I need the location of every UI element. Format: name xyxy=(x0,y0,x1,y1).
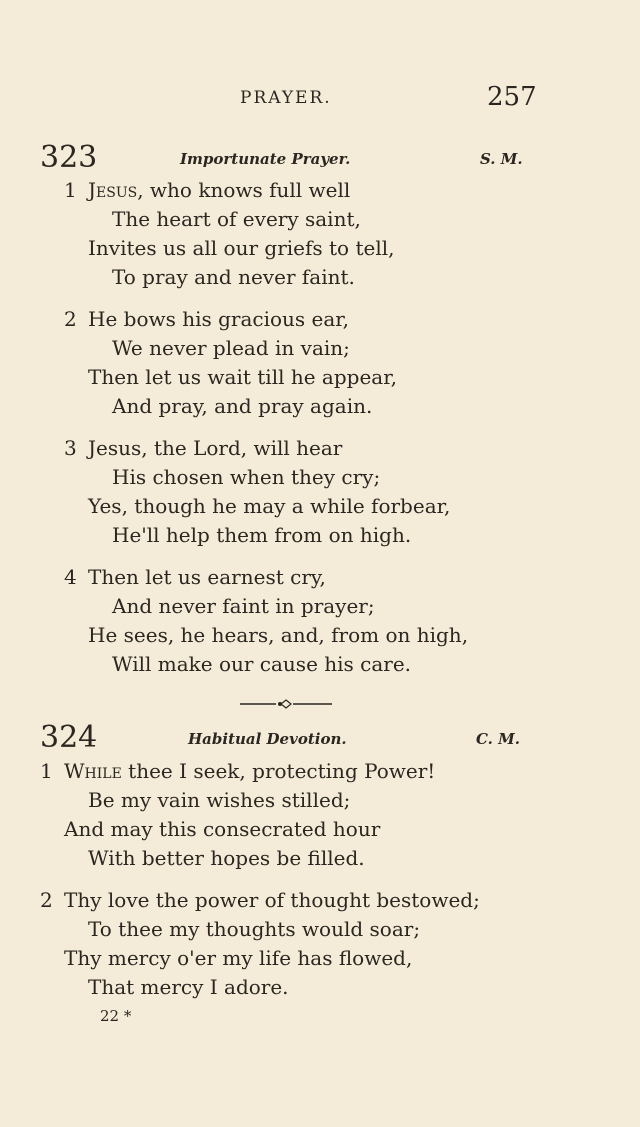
verse-line: And may this consecrated hour xyxy=(64,817,381,841)
verse-line: His chosen when they cry; xyxy=(112,465,381,489)
verse-line: And pray, and pray again. xyxy=(112,394,373,418)
hymn-title: Importunate Prayer. xyxy=(180,150,351,168)
verse-line: He sees, he hears, and, from on high, xyxy=(88,623,469,647)
verse-line: We never plead in vain; xyxy=(112,336,350,360)
line-text: Then let us earnest cry, xyxy=(88,565,326,589)
first-word: While xyxy=(64,759,122,783)
hymn-meter: S. M. xyxy=(480,150,523,168)
line-text: thee I seek, protecting Power! xyxy=(121,759,436,783)
line-text: Thy love the power of thought bestowed; xyxy=(64,888,480,912)
verse-number: 2 xyxy=(40,888,53,912)
verse-line: That mercy I adore. xyxy=(88,975,289,999)
verse-line xyxy=(40,759,435,783)
verse-line: Be my vain wishes stilled; xyxy=(88,788,351,812)
verse-line: The heart of every saint, xyxy=(112,207,361,231)
verse-number: 1 xyxy=(64,178,77,202)
verse-line: Invites us all our griefs to tell, xyxy=(88,236,395,260)
hymn-title: Habitual Devotion. xyxy=(188,730,347,748)
signature-mark: 22 * xyxy=(100,1007,132,1025)
verse-line: With better hopes be filled. xyxy=(88,846,365,870)
line-text: who knows full well xyxy=(143,178,351,202)
verse-line xyxy=(64,436,342,460)
verse-line xyxy=(64,178,350,202)
verse-line: To thee my thoughts would soar; xyxy=(88,917,421,941)
verse-line: To pray and never faint. xyxy=(112,265,355,289)
verse-number: 1 xyxy=(40,759,53,783)
first-word: Jesus, xyxy=(88,178,144,202)
verse-line: He'll help them from on high. xyxy=(112,523,412,547)
verse-line: Will make our cause his care. xyxy=(112,652,412,676)
line-text: Jesus, the Lord, will hear xyxy=(88,436,343,460)
verse-line: Then let us wait till he appear, xyxy=(88,365,397,389)
verse-line xyxy=(64,307,349,331)
running-head-title: PRAYER. xyxy=(240,88,332,108)
hymn-number: 324 xyxy=(40,720,98,755)
hymn-header xyxy=(0,720,640,760)
verse-number: 3 xyxy=(64,436,77,460)
verse-line xyxy=(64,565,326,589)
hymn-number: 323 xyxy=(40,140,98,175)
hymn-meter: C. M. xyxy=(476,730,520,748)
verse-line: Yes, though he may a while forbear, xyxy=(88,494,451,518)
page-number: 257 xyxy=(487,82,537,112)
verse-number: 2 xyxy=(64,307,77,331)
verse-line: And never faint in prayer; xyxy=(112,594,375,618)
line-text: He bows his gracious ear, xyxy=(88,307,350,331)
hymn-header xyxy=(0,140,640,180)
verse-number: 4 xyxy=(64,565,77,589)
section-divider-ornament xyxy=(240,698,332,710)
verse-line xyxy=(40,888,480,912)
running-head xyxy=(0,84,640,114)
verse-line: Thy mercy o'er my life has flowed, xyxy=(64,946,413,970)
